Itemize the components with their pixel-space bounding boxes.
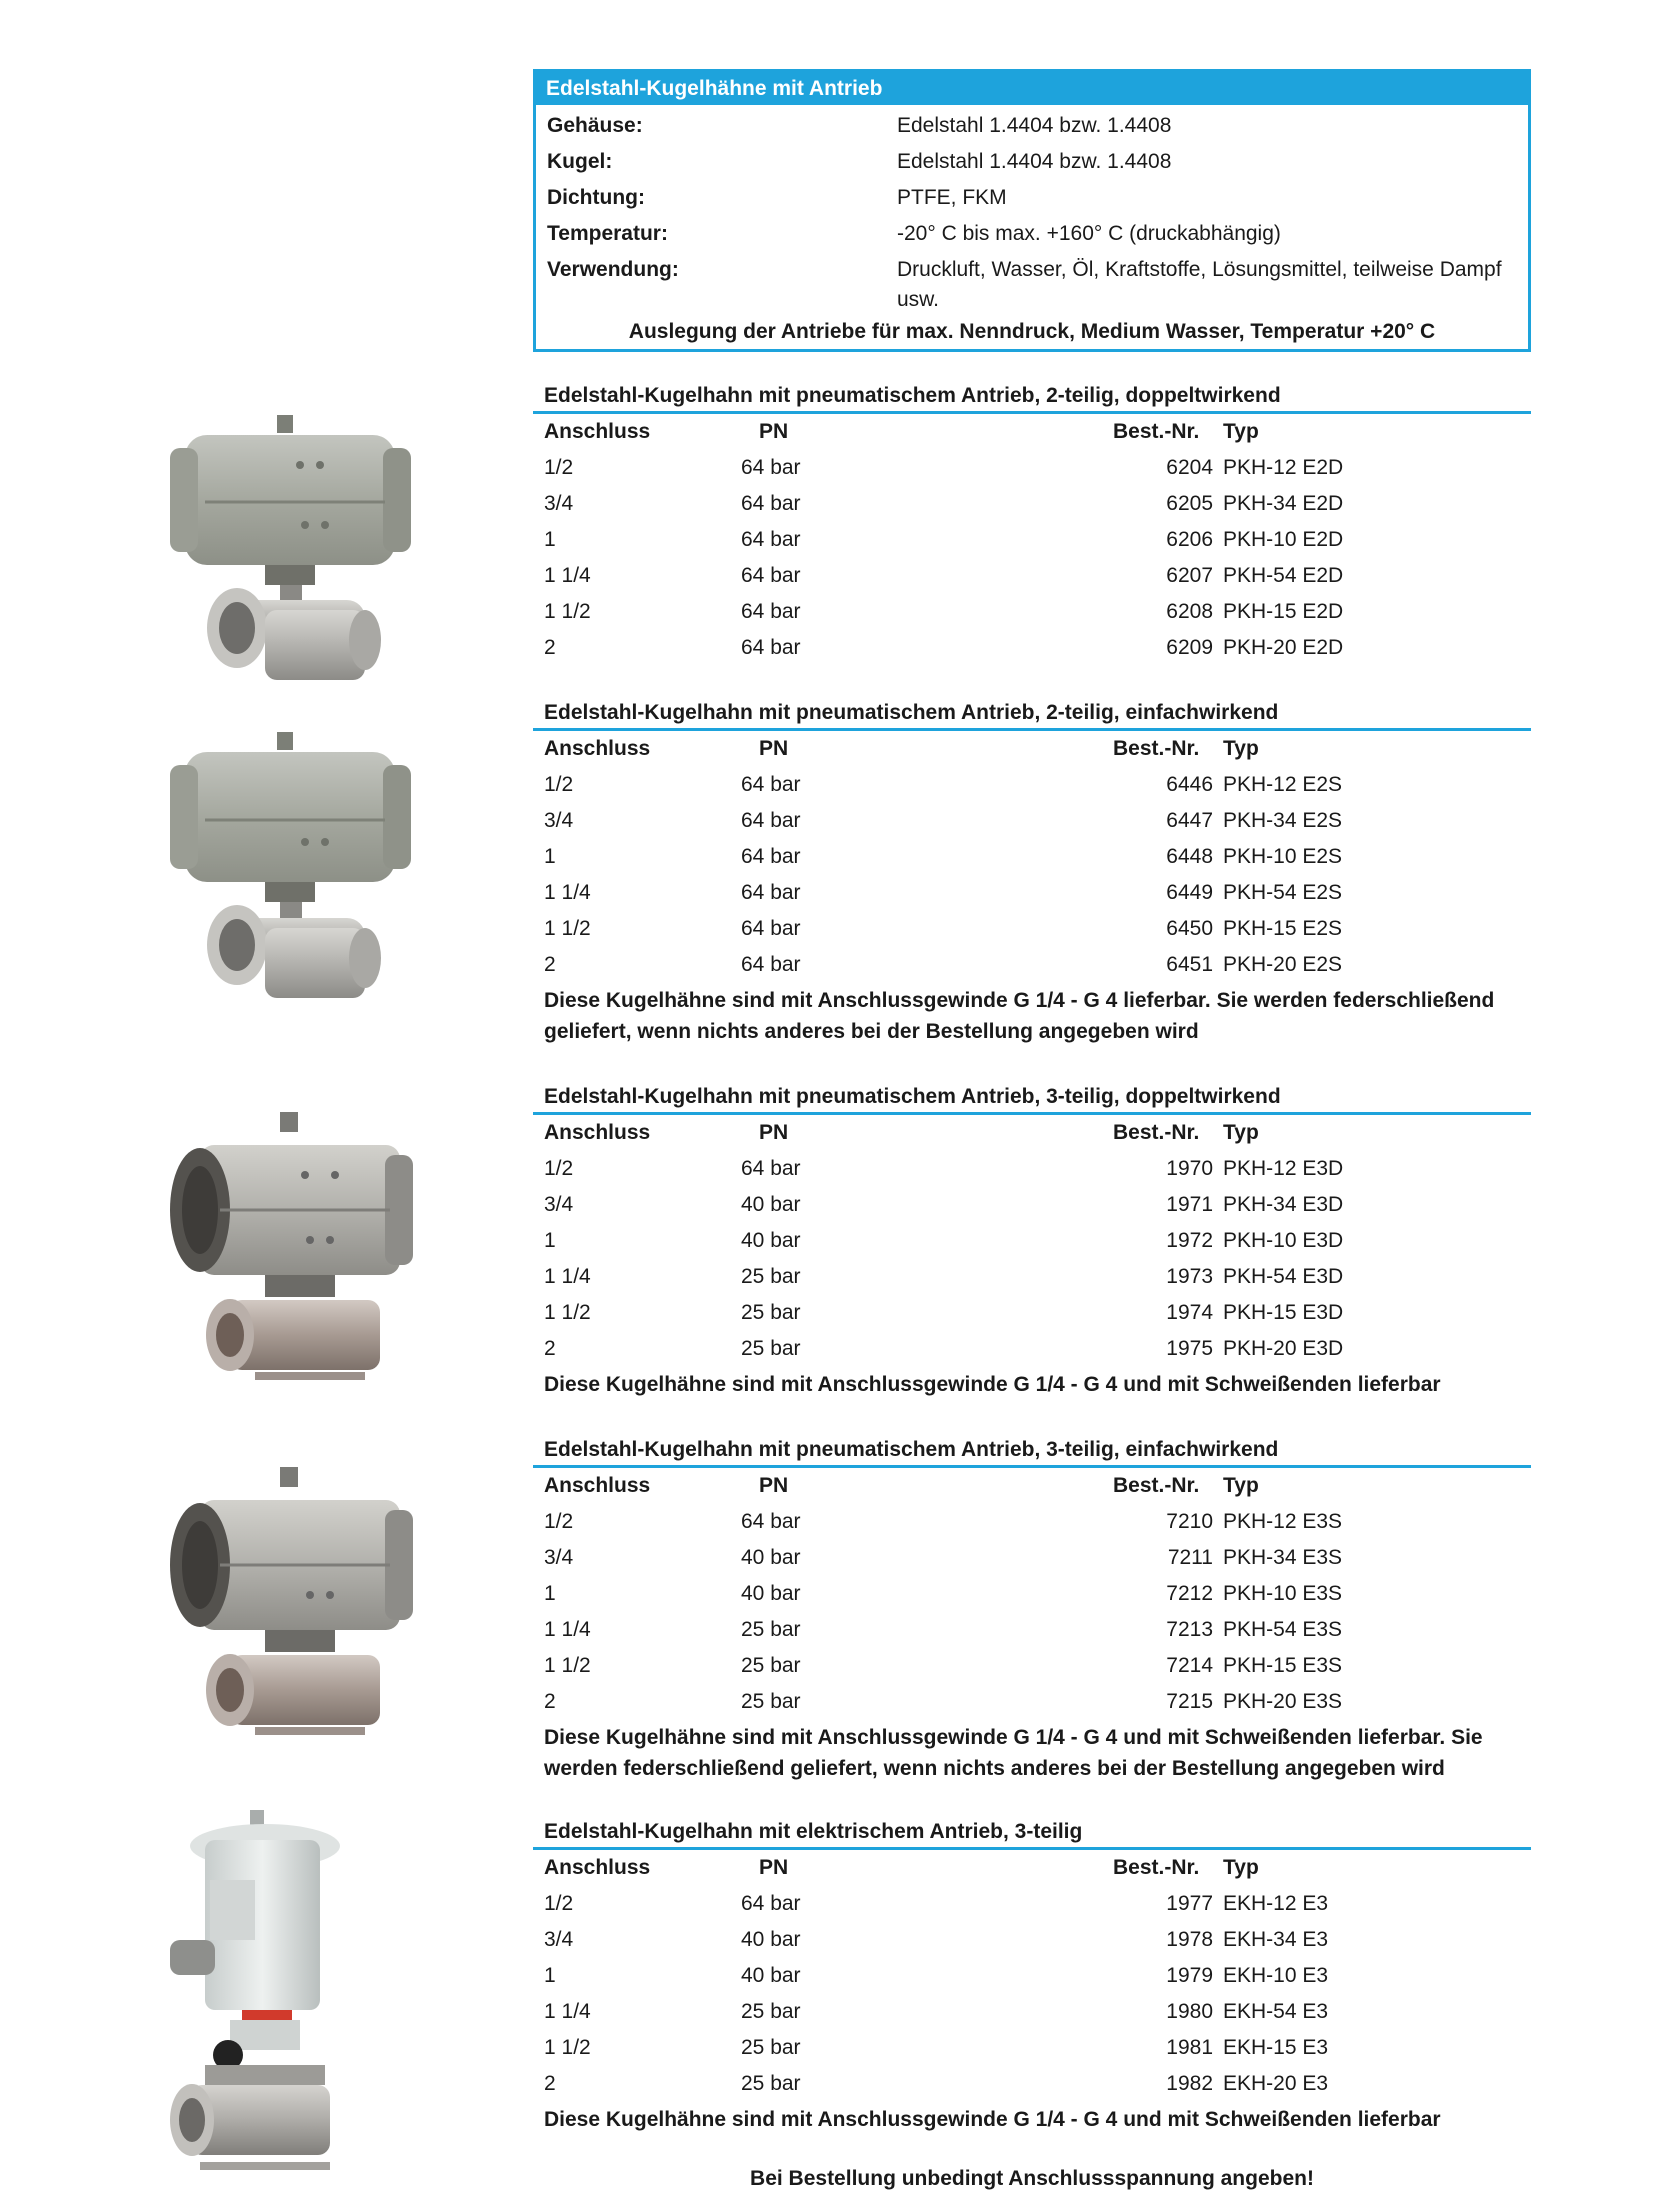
header-pn: PN [759, 420, 789, 443]
spec-value: PTFE, FKM [897, 186, 1007, 209]
cell-anschluss: 1 1/4 [544, 2000, 591, 2023]
section-electric-3part [533, 1817, 1531, 2135]
cell-bestnr: 7215 [1166, 1690, 1213, 1713]
cell-typ: PKH-54 E3D [1223, 1265, 1344, 1288]
table-row [533, 947, 1531, 983]
section-note: Diese Kugelhähne sind mit Anschlussgewinde G 1/4 - G 4 und mit Schweißenden lieferbar [544, 2108, 1441, 2131]
spec-value: Edelstahl 1.4404 bzw. 1.4408 [897, 114, 1172, 137]
cell-pn: 64 bar [741, 845, 801, 868]
cell-bestnr: 1972 [1166, 1229, 1213, 1252]
header-pn: PN [759, 1474, 789, 1497]
cell-anschluss: 1 [544, 528, 556, 551]
section-title: Edelstahl-Kugelhahn mit pneumatischem Antrieb, 2-teilig, einfachwirkend [533, 698, 1531, 731]
cell-pn: 25 bar [741, 2072, 801, 2095]
cell-bestnr: 1975 [1166, 1337, 1213, 1360]
cell-anschluss: 1/2 [544, 456, 574, 479]
table-row [533, 1648, 1531, 1684]
cell-anschluss: 3/4 [544, 809, 574, 832]
spec-title: Edelstahl-Kugelhähne mit Antrieb [536, 72, 1528, 105]
table-row [533, 2030, 1531, 2066]
cell-pn: 64 bar [741, 456, 801, 479]
section-title: Edelstahl-Kugelhahn mit pneumatischem Antrieb, 2-teilig, doppeltwirkend [533, 381, 1531, 414]
cell-bestnr: 7211 [1167, 1546, 1213, 1569]
section-pneumatic-2part-single [533, 698, 1531, 1047]
cell-anschluss: 1 [544, 1582, 556, 1605]
cell-anschluss: 2 [544, 953, 556, 976]
cell-typ: PKH-54 E3S [1223, 1618, 1343, 1641]
table-row [533, 839, 1531, 875]
cell-typ: PKH-34 E3D [1223, 1193, 1344, 1216]
cell-bestnr: 1971 [1166, 1193, 1213, 1216]
table-row [533, 1331, 1531, 1367]
cell-pn: 40 bar [741, 1964, 801, 1987]
pneumatic-valve-3part-single-image [160, 1465, 430, 1755]
electric-valve-3part-image [150, 1810, 370, 2190]
cell-anschluss: 1 1/2 [544, 1301, 591, 1324]
cell-typ: PKH-15 E2S [1223, 917, 1343, 940]
cell-pn: 64 bar [741, 1510, 801, 1533]
cell-pn: 64 bar [741, 600, 801, 623]
spec-key: Dichtung: [547, 186, 645, 209]
cell-typ: PKH-12 E2S [1223, 773, 1343, 796]
cell-typ: PKH-20 E2S [1223, 953, 1343, 976]
spec-value: Edelstahl 1.4404 bzw. 1.4408 [897, 150, 1172, 173]
section-note: Diese Kugelhähne sind mit Anschlussgewinde G 1/4 - G 4 lieferbar. Sie werden federschließend geliefert, wenn nichts anderes bei der Bestellung angegeben wird [544, 989, 1495, 1043]
header-bestnr: Best.-Nr. [1113, 1856, 1200, 1879]
cell-pn: 40 bar [741, 1546, 801, 1569]
cell-anschluss: 3/4 [544, 492, 574, 515]
cell-pn: 64 bar [741, 528, 801, 551]
header-typ: Typ [1223, 420, 1259, 443]
spec-key: Gehäuse: [547, 114, 643, 137]
table-header [533, 1115, 1531, 1151]
table-row [533, 630, 1531, 666]
cell-bestnr: 7212 [1166, 1582, 1213, 1605]
header-pn: PN [759, 737, 789, 760]
cell-anschluss: 1 [544, 1229, 556, 1252]
cell-bestnr: 6449 [1166, 881, 1213, 904]
header-anschluss: Anschluss [544, 1474, 651, 1497]
table-row [533, 767, 1531, 803]
table-row [533, 911, 1531, 947]
cell-typ: EKH-12 E3 [1223, 1892, 1329, 1915]
pneumatic-valve-3part-image [160, 1110, 430, 1400]
cell-anschluss: 2 [544, 1690, 556, 1713]
cell-typ: PKH-34 E2D [1223, 492, 1344, 515]
cell-typ: PKH-54 E2D [1223, 564, 1344, 587]
table-row [533, 1259, 1531, 1295]
cell-pn: 25 bar [741, 1265, 801, 1288]
cell-anschluss: 1/2 [544, 1892, 574, 1915]
cell-typ: PKH-12 E3D [1223, 1157, 1344, 1180]
section-note: Diese Kugelhähne sind mit Anschlussgewinde G 1/4 - G 4 und mit Schweißenden lieferbar. Sie werden federschließend geliefert, wenn nichts anderes bei der Bestellung angegeben wird [544, 1726, 1483, 1780]
cell-bestnr: 6206 [1166, 528, 1213, 551]
cell-bestnr: 6207 [1166, 564, 1213, 587]
header-bestnr: Best.-Nr. [1113, 420, 1200, 443]
cell-typ: PKH-20 E3S [1223, 1690, 1343, 1713]
cell-anschluss: 1 1/4 [544, 1265, 591, 1288]
pneumatic-valve-2part-single-image [165, 730, 425, 1010]
header-anschluss: Anschluss [544, 420, 651, 443]
table-header [533, 1468, 1531, 1504]
cell-bestnr: 6450 [1166, 917, 1213, 940]
table-row [533, 803, 1531, 839]
cell-pn: 64 bar [741, 881, 801, 904]
spec-key: Temperatur: [547, 222, 668, 245]
cell-pn: 25 bar [741, 1337, 801, 1360]
section-pneumatic-3part-single [533, 1435, 1531, 1784]
cell-anschluss: 1 1/2 [544, 917, 591, 940]
table-row [533, 1958, 1531, 1994]
header-bestnr: Best.-Nr. [1113, 1474, 1200, 1497]
cell-typ: PKH-15 E2D [1223, 600, 1344, 623]
section-pneumatic-2part-double [533, 381, 1531, 666]
cell-typ: PKH-12 E2D [1223, 456, 1344, 479]
cell-typ: EKH-20 E3 [1223, 2072, 1329, 2095]
cell-bestnr: 1978 [1166, 1928, 1213, 1951]
cell-pn: 40 bar [741, 1229, 801, 1252]
cell-typ: EKH-10 E3 [1223, 1964, 1329, 1987]
spec-key: Kugel: [547, 150, 613, 173]
cell-anschluss: 3/4 [544, 1546, 574, 1569]
table-row [533, 1684, 1531, 1720]
cell-pn: 25 bar [741, 2000, 801, 2023]
cell-pn: 64 bar [741, 917, 801, 940]
cell-pn: 64 bar [741, 492, 801, 515]
cell-anschluss: 1/2 [544, 773, 574, 796]
table-row [533, 1922, 1531, 1958]
cell-pn: 64 bar [741, 564, 801, 587]
table-row [533, 1886, 1531, 1922]
cell-bestnr: 6209 [1166, 636, 1213, 659]
spec-value: -20° C bis max. +160° C (druckabhängig) [897, 222, 1281, 245]
spec-value: Druckluft, Wasser, Öl, Kraftstoffe, Lösungsmittel, teilweise Dampf usw. [897, 258, 1502, 311]
cell-anschluss: 3/4 [544, 1193, 574, 1216]
cell-pn: 64 bar [741, 809, 801, 832]
cell-bestnr: 1979 [1166, 1964, 1213, 1987]
cell-anschluss: 1 1/2 [544, 600, 591, 623]
header-typ: Typ [1223, 1474, 1259, 1497]
cell-anschluss: 1 [544, 845, 556, 868]
cell-pn: 64 bar [741, 773, 801, 796]
cell-anschluss: 1 1/4 [544, 564, 591, 587]
cell-anschluss: 1 1/2 [544, 1654, 591, 1677]
cell-typ: PKH-34 E3S [1223, 1546, 1343, 1569]
cell-typ: PKH-10 E3S [1223, 1582, 1343, 1605]
table-row [533, 1612, 1531, 1648]
table-row [533, 558, 1531, 594]
cell-bestnr: 1970 [1166, 1157, 1213, 1180]
cell-typ: PKH-34 E2S [1223, 809, 1343, 832]
cell-bestnr: 6451 [1166, 953, 1213, 976]
table-row [533, 594, 1531, 630]
cell-pn: 64 bar [741, 953, 801, 976]
table-row [533, 522, 1531, 558]
cell-bestnr: 1980 [1166, 2000, 1213, 2023]
table-row [533, 1151, 1531, 1187]
table-row [533, 486, 1531, 522]
cell-typ: EKH-15 E3 [1223, 2036, 1329, 2059]
section-title: Edelstahl-Kugelhahn mit pneumatischem Antrieb, 3-teilig, einfachwirkend [533, 1435, 1531, 1468]
cell-anschluss: 1/2 [544, 1510, 574, 1533]
cell-bestnr: 1981 [1166, 2036, 1213, 2059]
table-row [533, 1994, 1531, 2030]
table-row [533, 1187, 1531, 1223]
cell-bestnr: 1977 [1166, 1892, 1213, 1915]
cell-anschluss: 3/4 [544, 1928, 574, 1951]
section-title: Edelstahl-Kugelhahn mit pneumatischem Antrieb, 3-teilig, doppeltwirkend [533, 1082, 1531, 1115]
table-row [533, 1576, 1531, 1612]
table-row [533, 2066, 1531, 2102]
cell-pn: 25 bar [741, 1301, 801, 1324]
cell-bestnr: 6447 [1166, 809, 1213, 832]
table-row [533, 450, 1531, 486]
section-pneumatic-3part-double [533, 1082, 1531, 1400]
cell-pn: 25 bar [741, 2036, 801, 2059]
cell-typ: PKH-10 E2D [1223, 528, 1344, 551]
header-typ: Typ [1223, 1121, 1259, 1144]
table-header [533, 414, 1531, 450]
cell-pn: 64 bar [741, 1892, 801, 1915]
table-row [533, 1504, 1531, 1540]
cell-bestnr: 1982 [1166, 2072, 1213, 2095]
cell-bestnr: 6205 [1166, 492, 1213, 515]
header-anschluss: Anschluss [544, 1856, 651, 1879]
spec-key: Verwendung: [547, 258, 679, 281]
header-typ: Typ [1223, 737, 1259, 760]
cell-typ: PKH-10 E3D [1223, 1229, 1344, 1252]
cell-pn: 40 bar [741, 1582, 801, 1605]
cell-pn: 64 bar [741, 1157, 801, 1180]
table-header [533, 731, 1531, 767]
table-header [533, 1850, 1531, 1886]
header-typ: Typ [1223, 1856, 1259, 1879]
cell-pn: 40 bar [741, 1193, 801, 1216]
pneumatic-valve-2part-image [165, 410, 425, 690]
cell-typ: PKH-20 E3D [1223, 1337, 1344, 1360]
header-anschluss: Anschluss [544, 737, 651, 760]
cell-bestnr: 1974 [1166, 1301, 1213, 1324]
table-row [533, 1540, 1531, 1576]
cell-anschluss: 2 [544, 636, 556, 659]
cell-anschluss: 2 [544, 2072, 556, 2095]
cell-anschluss: 1 1/4 [544, 1618, 591, 1641]
cell-typ: PKH-54 E2S [1223, 881, 1343, 904]
header-bestnr: Best.-Nr. [1113, 737, 1200, 760]
cell-anschluss: 1/2 [544, 1157, 574, 1180]
final-note: Bei Bestellung unbedingt Anschlussspannung angeben! [750, 2167, 1314, 2190]
cell-pn: 25 bar [741, 1618, 801, 1641]
cell-typ: PKH-15 E3D [1223, 1301, 1344, 1324]
cell-typ: PKH-15 E3S [1223, 1654, 1343, 1677]
cell-bestnr: 6448 [1166, 845, 1213, 868]
cell-bestnr: 6204 [1166, 456, 1213, 479]
cell-anschluss: 1 1/2 [544, 2036, 591, 2059]
table-row [533, 875, 1531, 911]
cell-typ: PKH-20 E2D [1223, 636, 1344, 659]
cell-typ: PKH-10 E2S [1223, 845, 1343, 868]
cell-anschluss: 1 1/4 [544, 881, 591, 904]
cell-bestnr: 7214 [1166, 1654, 1213, 1677]
cell-pn: 64 bar [741, 636, 801, 659]
header-pn: PN [759, 1856, 789, 1879]
header-pn: PN [759, 1121, 789, 1144]
spec-note: Auslegung der Antriebe für max. Nenndruck, Medium Wasser, Temperatur +20° C [628, 320, 1436, 343]
cell-typ: PKH-12 E3S [1223, 1510, 1343, 1533]
cell-bestnr: 7213 [1166, 1618, 1213, 1641]
cell-bestnr: 6446 [1166, 773, 1213, 796]
cell-bestnr: 7210 [1166, 1510, 1213, 1533]
cell-anschluss: 1 [544, 1964, 556, 1987]
cell-typ: EKH-54 E3 [1223, 2000, 1329, 2023]
cell-bestnr: 6208 [1166, 600, 1213, 623]
cell-bestnr: 1973 [1166, 1265, 1213, 1288]
cell-pn: 25 bar [741, 1690, 801, 1713]
cell-pn: 40 bar [741, 1928, 801, 1951]
header-bestnr: Best.-Nr. [1113, 1121, 1200, 1144]
table-row [533, 1295, 1531, 1331]
table-row [533, 1223, 1531, 1259]
section-title: Edelstahl-Kugelhahn mit elektrischem Antrieb, 3-teilig [533, 1817, 1531, 1850]
cell-pn: 25 bar [741, 1654, 801, 1677]
cell-typ: EKH-34 E3 [1223, 1928, 1329, 1951]
spec-box [533, 69, 1531, 352]
header-anschluss: Anschluss [544, 1121, 651, 1144]
section-note: Diese Kugelhähne sind mit Anschlussgewinde G 1/4 - G 4 und mit Schweißenden lieferbar [544, 1373, 1441, 1396]
cell-anschluss: 2 [544, 1337, 556, 1360]
